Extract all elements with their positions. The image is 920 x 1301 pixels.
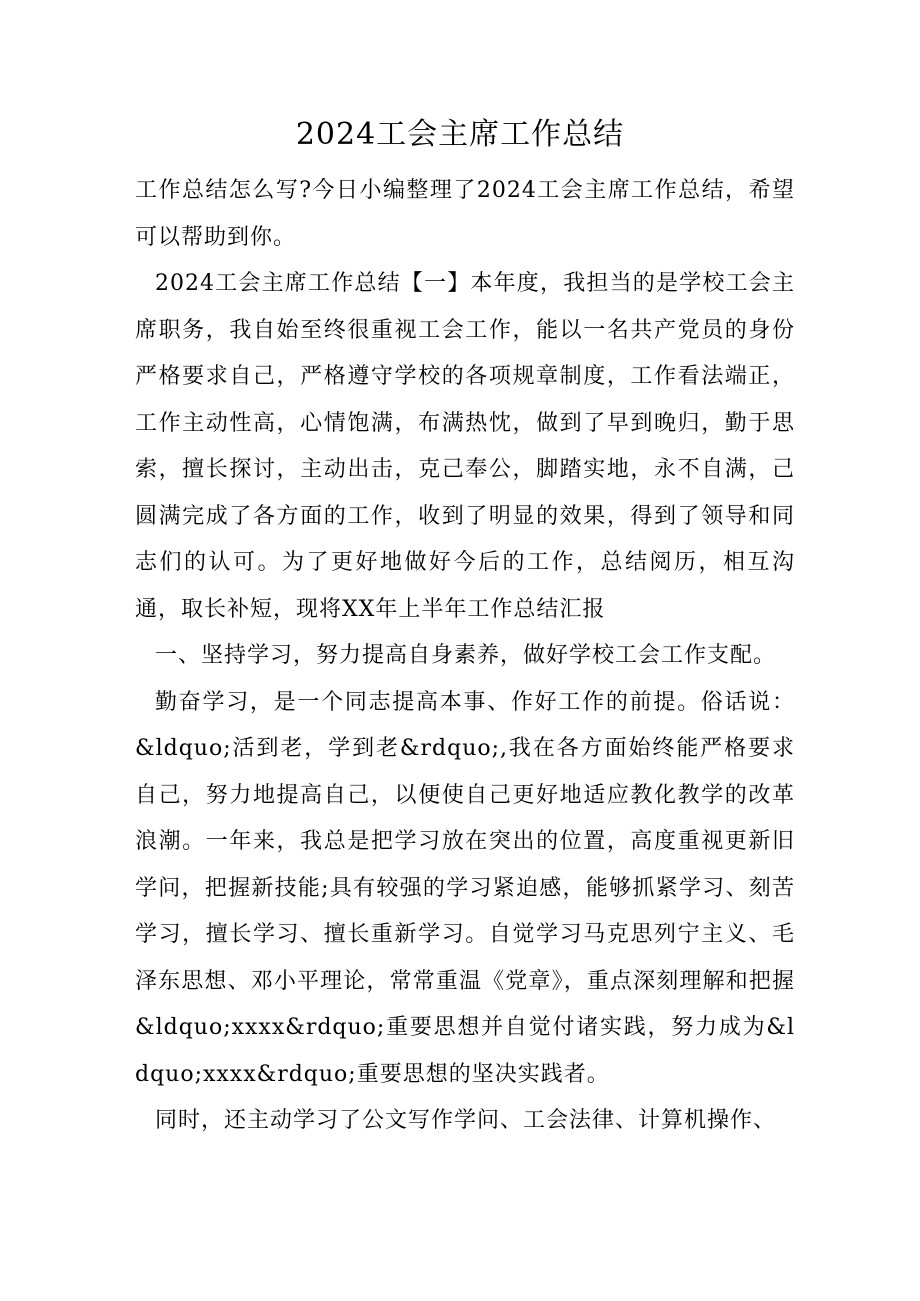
study-paragraph: 勤奋学习，是一个同志提高本事、作好工作的前提。俗话说：&ldquo;活到老，学到老&rdquo;,我在各方面始终能严格要求自己，努力地提高自己，以便使自己更好地适应教化教学的改革浪潮。一年来，我总是把学习放在突出的位置，高度重视更新旧学问，把握新技能;具有较强的学习紧迫感，能够抓紧学习、刻苦学习，擅长学习、擅长重新学习。自觉学习马克思列宁主义、毛泽东思想、邓小平理论，常常重温《党章》，重点深刻理解和把握&ldquo;xxxx&rdquo;重要思想并自觉付诸实践，努力成为&ldquo;xxxx&rdquo;重要思想的坚决实践者。 [135,689,795,1087]
section-heading-1: 一、坚持学习，努力提高自身素养，做好学校工会工作支配。 [155,643,777,668]
document-body [135,168,795,1145]
intro-paragraph: 工作总结怎么写?今日小编整理了2024工会主席工作总结，希望可以帮助到你。 [135,178,795,250]
document-title: 2024工会主席工作总结 [295,117,625,152]
summary-paragraph: 2024工会主席工作总结【一】本年度，我担当的是学校工会主席职务，我自始至终很重视工会工作，能以一名共产党员的身份严格要求自己，严格遵守学校的各项规章制度，工作看法端正，工作主动性高，心情饱满，布满热忱，做到了早到晚归，勤于思索，擅长探讨，主动出击，克己奉公，脚踏实地，永不自满，己圆满完成了各方面的工作，收到了明显的效果，得到了领导和同志们的认可。为了更好地做好今后的工作，总结阅历，相互沟通，取长补短，现将XX年上半年工作总结汇报 [135,271,795,622]
continued-paragraph: 同时，还主动学习了公文写作学问、工会法律、计算机操作、 [155,1108,777,1133]
